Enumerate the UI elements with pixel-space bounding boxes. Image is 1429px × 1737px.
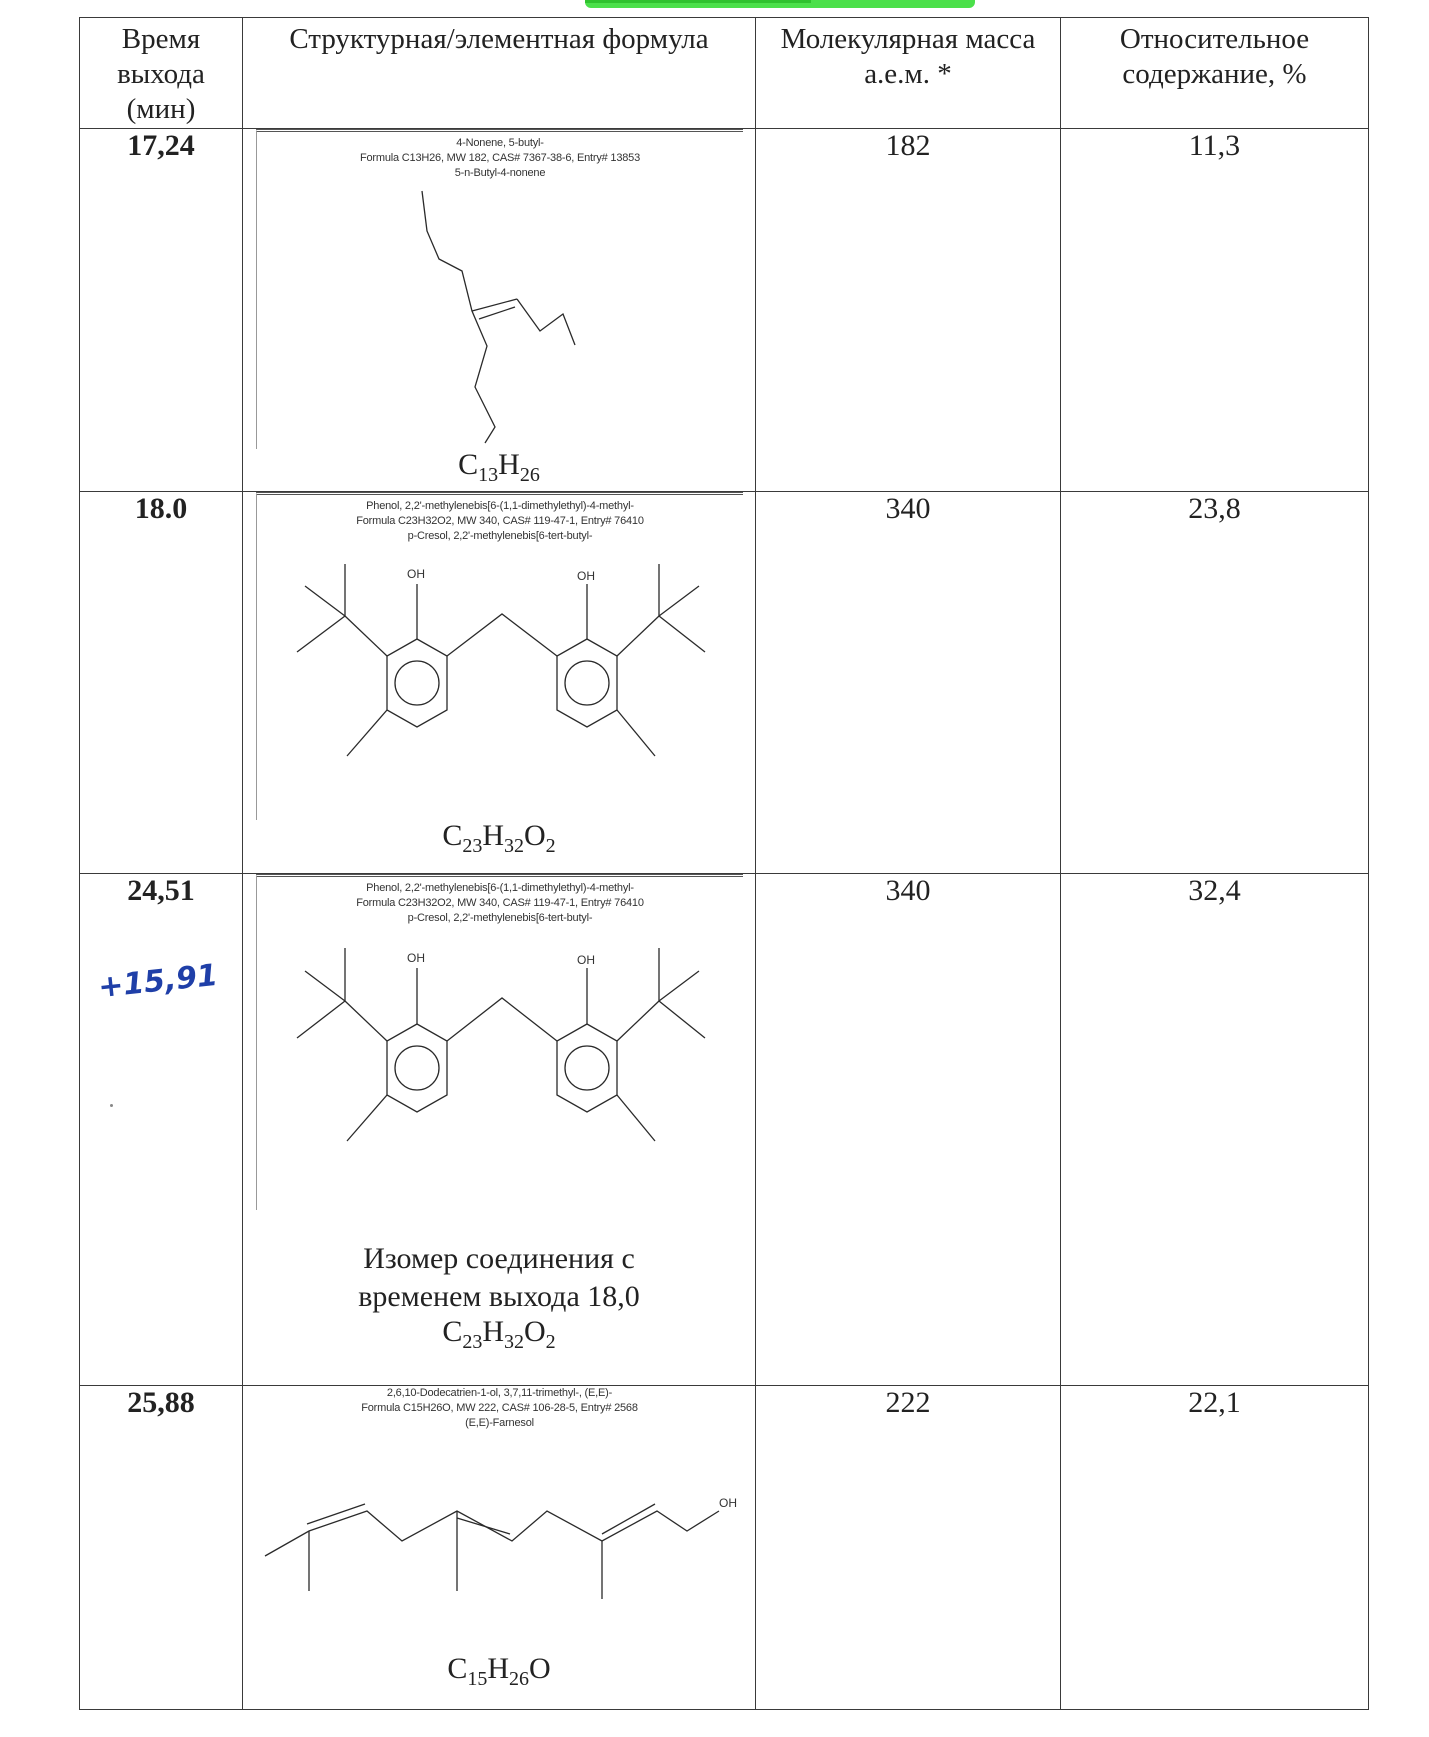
svg-text:OH: OH	[577, 569, 595, 583]
molecular-mass: 222	[756, 1386, 1061, 1710]
library-synonym: 5-n-Butyl-4-nonene	[454, 167, 546, 179]
table-row	[80, 874, 1369, 1386]
relative-content: 23,8	[1061, 492, 1369, 874]
library-name: 2,6,10-Dodecatrien-1-ol, 3,7,11-trimethyl-, (E,E)-	[386, 1387, 613, 1399]
scan-speck	[110, 1104, 113, 1107]
retention-time: 24,51	[127, 874, 195, 907]
header-mass: Молекулярная масса а.е.м. *	[756, 18, 1061, 129]
molecule-methylenebis-phenol	[257, 544, 743, 820]
library-match	[256, 874, 743, 1210]
molecular-formula: $C_{23}H_{32}O_2$	[442, 1315, 556, 1353]
molecule-farnesol	[257, 1431, 743, 1631]
library-meta	[257, 495, 743, 544]
library-formula: Formula C15H26O, MW 222, CAS# 106-28-5, Entry# 2568	[361, 1402, 638, 1414]
relative-content: 22,1	[1061, 1386, 1369, 1710]
molecular-formula: $C_{13}H_{26}$	[458, 448, 540, 486]
table-row	[80, 492, 1369, 874]
library-meta	[256, 1386, 743, 1431]
molecular-formula: $C_{23}H_{32}O_2$	[442, 819, 556, 857]
molecule-methylenebis-phenol-isomer	[257, 926, 743, 1210]
molecular-mass: 340	[756, 492, 1061, 874]
handwritten-note: +15,91	[96, 957, 220, 1006]
table-row	[80, 129, 1369, 492]
library-name: Phenol, 2,2'-methylenebis[6-(1,1-dimethylethyl)-4-methyl-	[366, 500, 634, 512]
library-formula: Formula C13H26, MW 182, CAS# 7367-38-6, Entry# 13853	[359, 152, 641, 164]
structure-cell	[243, 492, 756, 874]
library-meta	[257, 132, 743, 181]
library-match	[256, 492, 743, 820]
library-match	[256, 1386, 743, 1631]
library-synonym: p-Cresol, 2,2'-methylenebis[6-tert-butyl-	[407, 530, 593, 542]
table-header-row	[80, 18, 1369, 129]
svg-text:OH: OH	[407, 951, 425, 965]
library-formula: Formula C23H32O2, MW 340, CAS# 119-47-1, Entry# 76410	[356, 897, 644, 909]
molecular-mass: 182	[756, 129, 1061, 492]
library-name: 4-Nonene, 5-butyl-	[456, 137, 544, 149]
molecular-mass: 340	[756, 874, 1061, 1386]
retention-time: 17,24	[80, 129, 243, 492]
results-table	[79, 17, 1369, 1710]
library-formula: Formula C23H32O2, MW 340, CAS# 119-47-1, Entry# 76410	[356, 515, 644, 527]
retention-time: 25,88	[80, 1386, 243, 1710]
library-synonym: (E,E)-Farnesol	[465, 1417, 534, 1429]
relative-content: 32,4	[1061, 874, 1369, 1386]
svg-text:OH: OH	[407, 567, 425, 581]
retention-time: 18.0	[80, 492, 243, 874]
svg-text:OH: OH	[718, 1496, 737, 1510]
library-name: Phenol, 2,2'-methylenebis[6-(1,1-dimethylethyl)-4-methyl-	[366, 882, 634, 894]
header-content: Относительное содержание, %	[1061, 18, 1369, 129]
highlighter-mark	[585, 0, 975, 8]
molecular-formula: $C_{15}H_{26}O$	[447, 1652, 551, 1690]
library-meta	[257, 877, 743, 926]
structure-cell	[243, 874, 756, 1386]
retention-time-cell	[80, 874, 243, 1386]
library-match	[256, 129, 743, 449]
molecule-nonene	[257, 181, 743, 449]
header-time: Время выхода (мин)	[80, 18, 243, 129]
structure-cell	[243, 1386, 756, 1710]
header-structure: Структурная/элементная формула	[243, 18, 756, 129]
svg-text:OH: OH	[577, 953, 595, 967]
table-row	[80, 1386, 1369, 1710]
relative-content: 11,3	[1061, 129, 1369, 492]
library-synonym: p-Cresol, 2,2'-methylenebis[6-tert-butyl-	[407, 912, 593, 924]
isomer-note: Изомер соединения с временем выхода 18,0	[358, 1242, 640, 1313]
structure-cell	[243, 129, 756, 492]
